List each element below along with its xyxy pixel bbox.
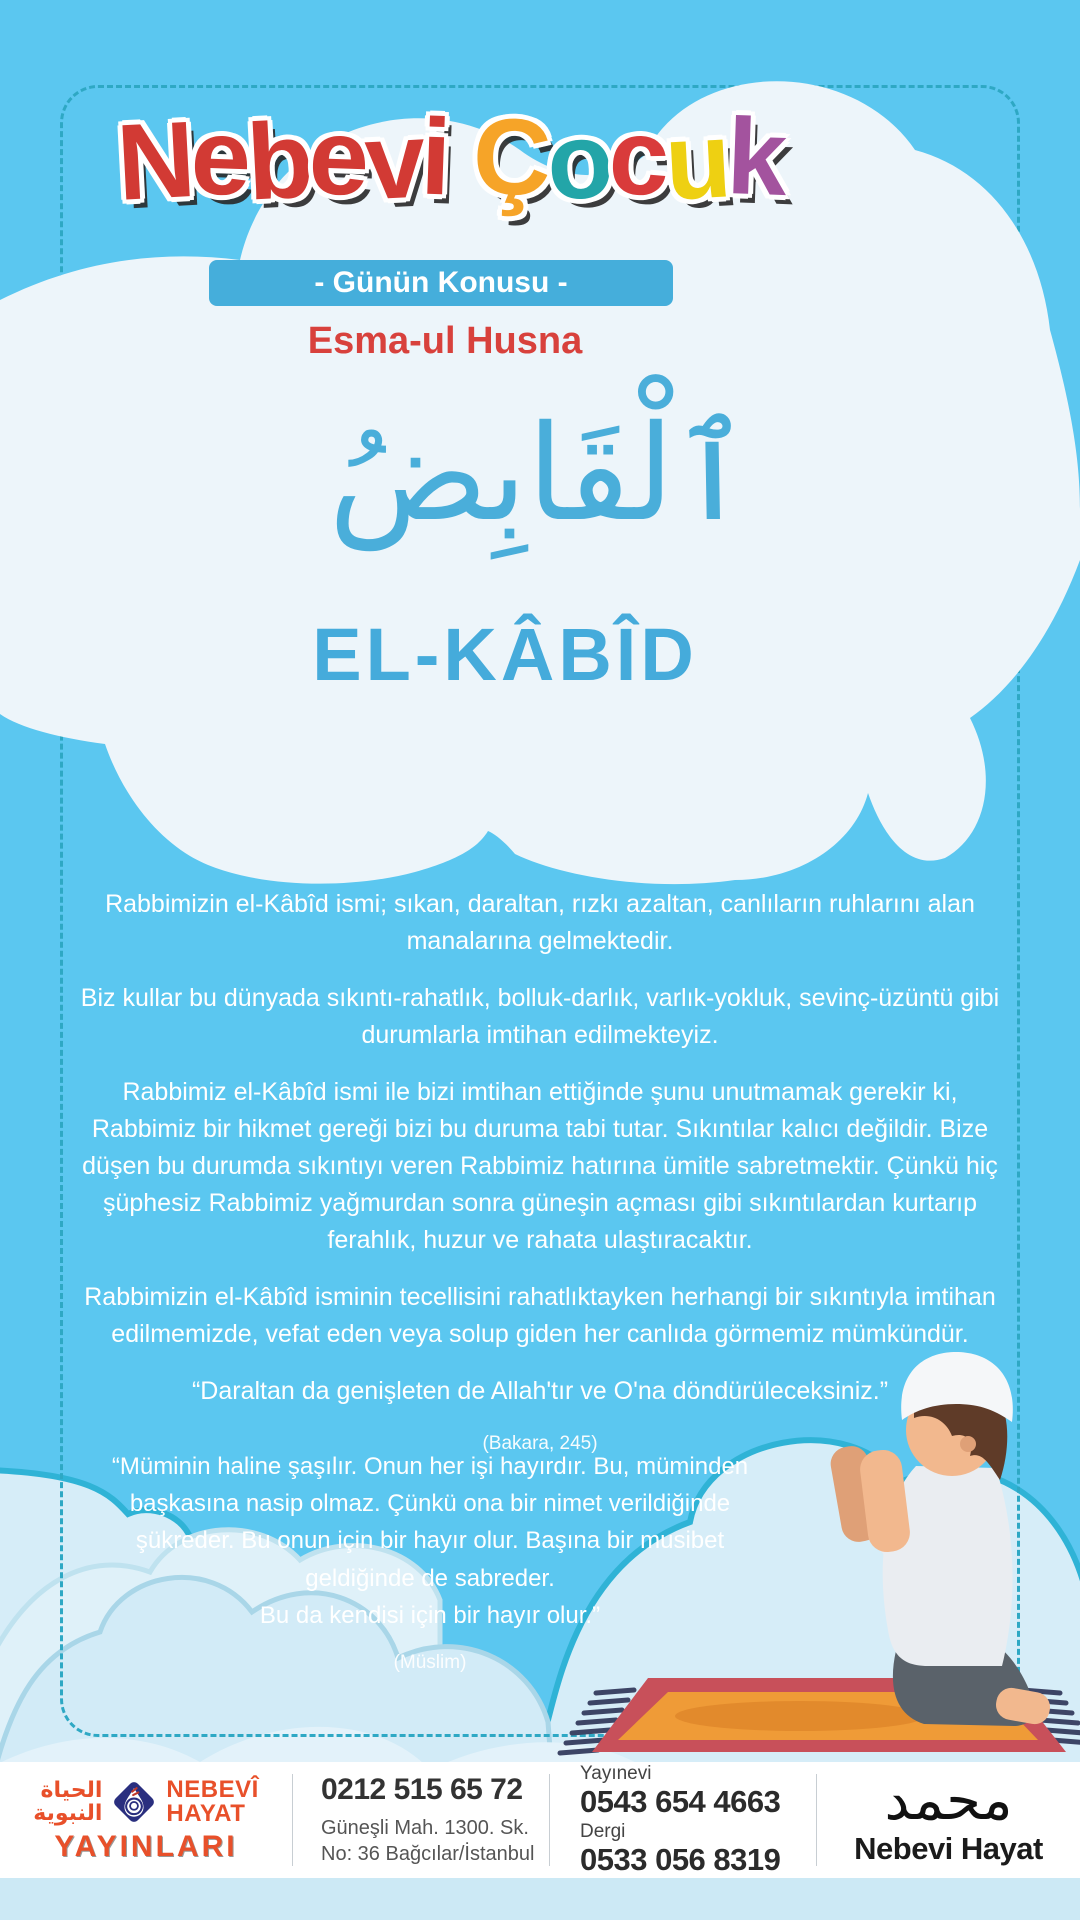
quote-muslim-line: Bu da kendisi için bir hayır olur.” xyxy=(259,1601,601,1629)
footer-contact xyxy=(292,1774,549,1866)
footer xyxy=(0,1762,1080,1878)
title-letter: c xyxy=(607,95,668,218)
title-letter: u xyxy=(662,98,731,223)
title-letter: k xyxy=(725,95,786,218)
bottom-bar xyxy=(0,1878,1080,1920)
brand-name: Nebevi Hayat xyxy=(854,1831,1043,1866)
subtitle: Esma-ul Husna xyxy=(307,320,583,362)
title-letter: e xyxy=(306,95,368,218)
dergi-phone: 0533 056 8319 xyxy=(580,1841,781,1877)
title-letter: N xyxy=(113,98,195,223)
title-letter: o xyxy=(544,98,613,223)
title-letter: i xyxy=(418,95,450,218)
quote-bakara: “Daraltan da genişleten de Allah'tır ve O'na döndürüleceksiniz.” xyxy=(191,1377,889,1405)
title-letter: e xyxy=(188,95,250,218)
yayinevi-phone: 0543 654 4663 xyxy=(580,1783,781,1819)
title-letter: b xyxy=(243,98,313,223)
dergi-label: Dergi xyxy=(580,1821,626,1842)
body-paragraph: Biz kullar bu dünyada sıkıntı-rahatlık, bolluk-darlık, varlık-yokluk, sevinç-üzüntü gibi durumlarla imtihan edilmekteyiz. xyxy=(80,984,1000,1049)
quote-muslim-line: “Müminin haline şaşılır. Onun her işi hayırdır. Bu, müminden başkasına nasip olmaz. Çünkü ona bir nimet verildiğinde şükreder. Bu onun için bir hayır olur. Başına bir musibet geldiğinde de sabreder. xyxy=(111,1453,749,1592)
body-paragraph: Rabbimiz el-Kâbîd ismi ile bizi imtihan ettiğinde şunu unutmamak gerekir ki, Rabbimiz bir hikmet gereği bizi bu duruma tabi tutar. Sıkıntılar kalıcı değildir. Bize düşen bu durumda sıkıntıyı veren Rabbimiz hatırına ümitle sabretmektir. Çünkü hiç şüphesiz Rabbimiz yağmurdan sonra güneşin açması gibi sıkıntılardan kurtarıp ferahlık, huzur ve rahata ulaştıracaktır. xyxy=(82,1078,998,1254)
arabic-name: ٱلْقَابِضُ xyxy=(328,397,752,551)
brand-calligraphy-icon: محمد xyxy=(884,1768,1013,1833)
quote-muslim-source: (Müslim) xyxy=(393,1651,467,1673)
publisher-logo-drop-icon xyxy=(108,1776,160,1828)
topic-banner-label: - Günün Konusu - xyxy=(314,266,568,299)
yayinevi-group xyxy=(580,1763,816,1819)
publisher-logo-yayinlari: YAYINLARI xyxy=(54,1830,238,1863)
publisher-logo-arabic: الحياة النبوية xyxy=(33,1777,103,1826)
yayinevi-label: Yayınevi xyxy=(580,1763,652,1785)
title-letter: v xyxy=(361,98,425,223)
brand-logo xyxy=(816,1768,1080,1866)
body-paragraph: Rabbimizin el-Kâbîd ismi; sıkan, daraltan, rızkı azaltan, canlıların ruhlarını alan manalarına gelmektedir. xyxy=(105,890,975,955)
latin-name: EL-KÂBÎD xyxy=(312,613,698,696)
dergi-group xyxy=(580,1821,816,1877)
main-phone: 0212 515 65 72 xyxy=(321,1773,523,1806)
publisher-logo xyxy=(0,1774,292,1866)
body-paragraph: Rabbimizin el-Kâbîd isminin tecellisini rahatlıktayken herhangi bir sıkıntıyla imtihan edilmemizde, vefat eden veya solup giden her canlıda görmemiz mümkündür. xyxy=(84,1283,996,1348)
publisher-logo-name: NEBEVÎ HAYAT xyxy=(166,1776,259,1827)
footer-numbers xyxy=(549,1763,816,1877)
title-letter: Ç xyxy=(471,94,550,219)
praying-boy xyxy=(828,1352,1052,1726)
address: Güneşli Mah. 1300. Sk. No: 36 Bağcılar/İstanbul xyxy=(321,1817,535,1865)
quote-bakara-source: (Bakara, 245) xyxy=(482,1433,598,1454)
